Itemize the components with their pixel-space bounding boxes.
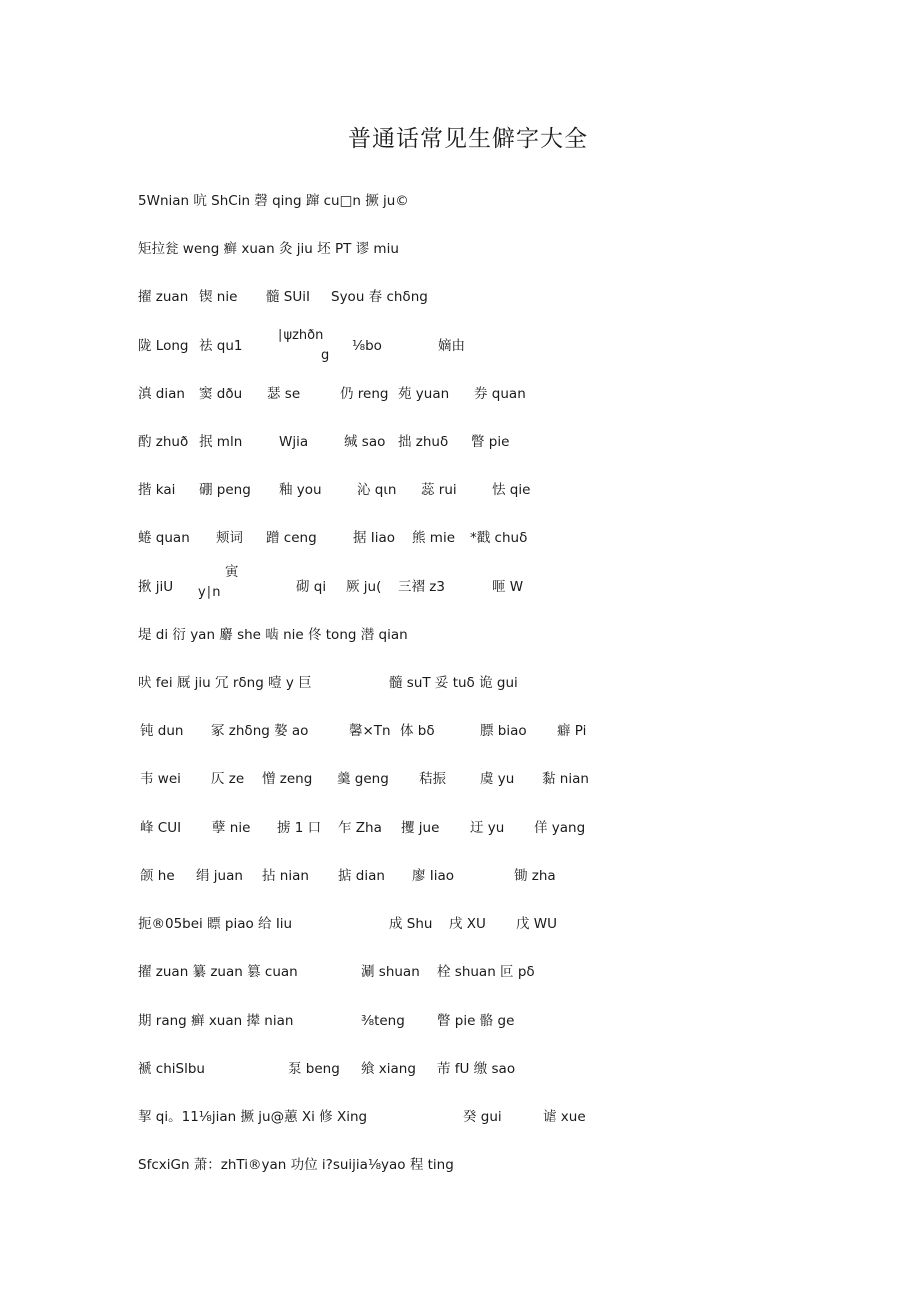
line-15-item: 颌 he: [140, 868, 175, 884]
line-12-item: 冢 zhδng 嫯 ao: [211, 723, 309, 739]
line-17-item: 涮 shuan: [361, 964, 420, 980]
line-5-item: 仍 reng: [340, 386, 389, 402]
line-3-item: 髓 SUiI: [266, 289, 310, 305]
line-7-item: 怯 qie: [492, 482, 531, 498]
line-12-item: 馨×Tn: [349, 723, 391, 739]
line-14-item: 佯 yang: [534, 820, 586, 836]
line-8-item: 熊 mie: [412, 530, 455, 546]
line-6-item: Wjia: [279, 434, 309, 450]
line-9-item: 砌 qi: [296, 579, 327, 595]
line-9-item: 揪 jiU: [138, 579, 174, 595]
line-15-item: 锄 zha: [514, 868, 556, 884]
line-16-item: 戊 WU: [516, 916, 558, 932]
line-15-item: 廖 Iiao: [412, 868, 455, 884]
line-11-item: 髓 suT 妥 tuδ 诡 gui: [389, 675, 518, 691]
line-20-item: 挈 qi。11⅛jian 撅 ju@蕙 Xi 修 Xing: [138, 1109, 368, 1125]
line-9-item: 三褶 z3: [398, 579, 445, 595]
line-18-item: 瞥 pie 骼 ge: [437, 1013, 515, 1029]
line-4-item: ∣ψzhðn: [277, 328, 324, 343]
line-12-item: 钝 dun: [140, 723, 184, 739]
line-7-item: 蕊 rui: [421, 482, 457, 498]
line-5-item: 券 quan: [474, 386, 526, 402]
line-20-item: 癸 gui: [463, 1109, 502, 1125]
line-13-item: 韦 wei: [140, 771, 181, 787]
line-18-item: ⅜teng: [361, 1013, 405, 1029]
line-12-item: 膘 biao: [480, 723, 527, 739]
line-8-item: 据 Iiao: [353, 530, 396, 546]
line-9-item: 咂 W: [492, 579, 524, 595]
line-5-item: 苑 yuan: [398, 386, 450, 402]
line-14-item: 掳 1 口: [277, 820, 322, 836]
line-17-item: 栓 shuan 叵 pδ: [437, 964, 535, 980]
line-1: 5Wnian 吭 ShCin 磬 qing 蹿 cu□n 撅 ju©: [138, 193, 409, 209]
line-14-item: 乍 Zha: [338, 820, 382, 836]
line-6-item: 抿 mln: [199, 434, 243, 450]
line-8-item: *戳 chuδ: [470, 530, 528, 546]
line-6-item: 酌 zhuð: [138, 434, 189, 450]
line-16-item: 戌 XU: [449, 916, 486, 932]
line-13-item: 秸振: [419, 771, 446, 787]
line-18-item: 期 rang 癣 xuan 撵 nian: [138, 1013, 294, 1029]
line-5-item: 瑟 se: [267, 386, 301, 402]
line-13-item: 羹 geng: [337, 771, 389, 787]
line-6-item: 缄 sao: [344, 434, 386, 450]
line-5-item: 窦 dðu: [199, 386, 243, 402]
line-19-item: 褫 chiSlbu: [138, 1061, 205, 1077]
line-11-item: 吠 fei 厩 jiu 冗 rδng 噎 y 巨: [138, 675, 312, 691]
line-9-item: y∣n: [198, 585, 221, 600]
line-4-item: 嫡由: [438, 338, 465, 354]
line-15-item: 掂 dian: [338, 868, 385, 884]
line-4-item: 祛 qu1: [199, 338, 243, 354]
line-12-item: 癖 Pi: [557, 723, 587, 739]
line-14-item: 迂 yu: [470, 820, 505, 836]
line-9-item: 寅: [225, 564, 239, 580]
line-14-item: 攫 jue: [401, 820, 440, 836]
line-8-item: 蜷 quan: [138, 530, 190, 546]
line-4-item: 陇 Long: [138, 338, 189, 354]
line-7-item: 硼 peng: [199, 482, 251, 498]
line-2: 矩拉瓮 weng 癣 xuan 灸 jiu 坯 PT 谬 miu: [138, 241, 399, 257]
line-15-item: 拈 nian: [262, 868, 309, 884]
line-6-item: 拙 zhuδ: [398, 434, 449, 450]
line-3-item: 锲 nie: [199, 289, 238, 305]
line-16-item: 扼®05bei 瞟 piao 给 Iiu: [138, 916, 293, 932]
line-7-item: 釉 you: [279, 482, 322, 498]
line-16-item: 成 Shu: [389, 916, 433, 932]
line-14-item: 峰 CUI: [140, 820, 182, 836]
line-7-item: 沁 qιn: [357, 482, 397, 498]
line-7-item: 揩 kai: [138, 482, 176, 498]
line-4-item: g: [321, 348, 330, 363]
line-13-item: 虞 yu: [480, 771, 515, 787]
line-13-item: 仄 ze: [211, 771, 245, 787]
line-12-item: 体 bδ: [400, 723, 435, 739]
line-8-item: 颊词: [216, 530, 243, 546]
line-4-item: ⅛bo: [352, 338, 382, 354]
line-13-item: 憎 zeng: [262, 771, 313, 787]
line-3-item: 擢 zuan: [138, 289, 189, 305]
line-3-item: Syou 春 chδng: [331, 289, 428, 305]
document-title: 普通话常见生僻字大全: [348, 126, 588, 152]
line-21: SfcxiGn 萧：zhTi®yan 功位 i?suijia⅛yao 程 ting: [138, 1157, 454, 1173]
line-8-item: 蹭 ceng: [266, 530, 317, 546]
line-15-item: 绢 juan: [196, 868, 243, 884]
line-17-item: 擢 zuan 纂 zuan 篡 cuan: [138, 964, 298, 980]
line-19-item: 飨 xiang: [361, 1061, 416, 1077]
line-10: 堤 di 衍 yan 麝 she 啮 nie 佟 tong 潜 qian: [138, 627, 408, 643]
line-6-item: 瞥 pie: [471, 434, 510, 450]
line-19-item: 泵 beng: [288, 1061, 340, 1077]
line-14-item: 孽 nie: [212, 820, 251, 836]
line-13-item: 黏 nian: [542, 771, 589, 787]
line-20-item: 谑 xue: [543, 1109, 586, 1125]
line-5-item: 滇 dian: [138, 386, 185, 402]
line-9-item: 厥 ju(: [346, 579, 382, 595]
line-19-item: 芾 fU 缴 sao: [437, 1061, 516, 1077]
